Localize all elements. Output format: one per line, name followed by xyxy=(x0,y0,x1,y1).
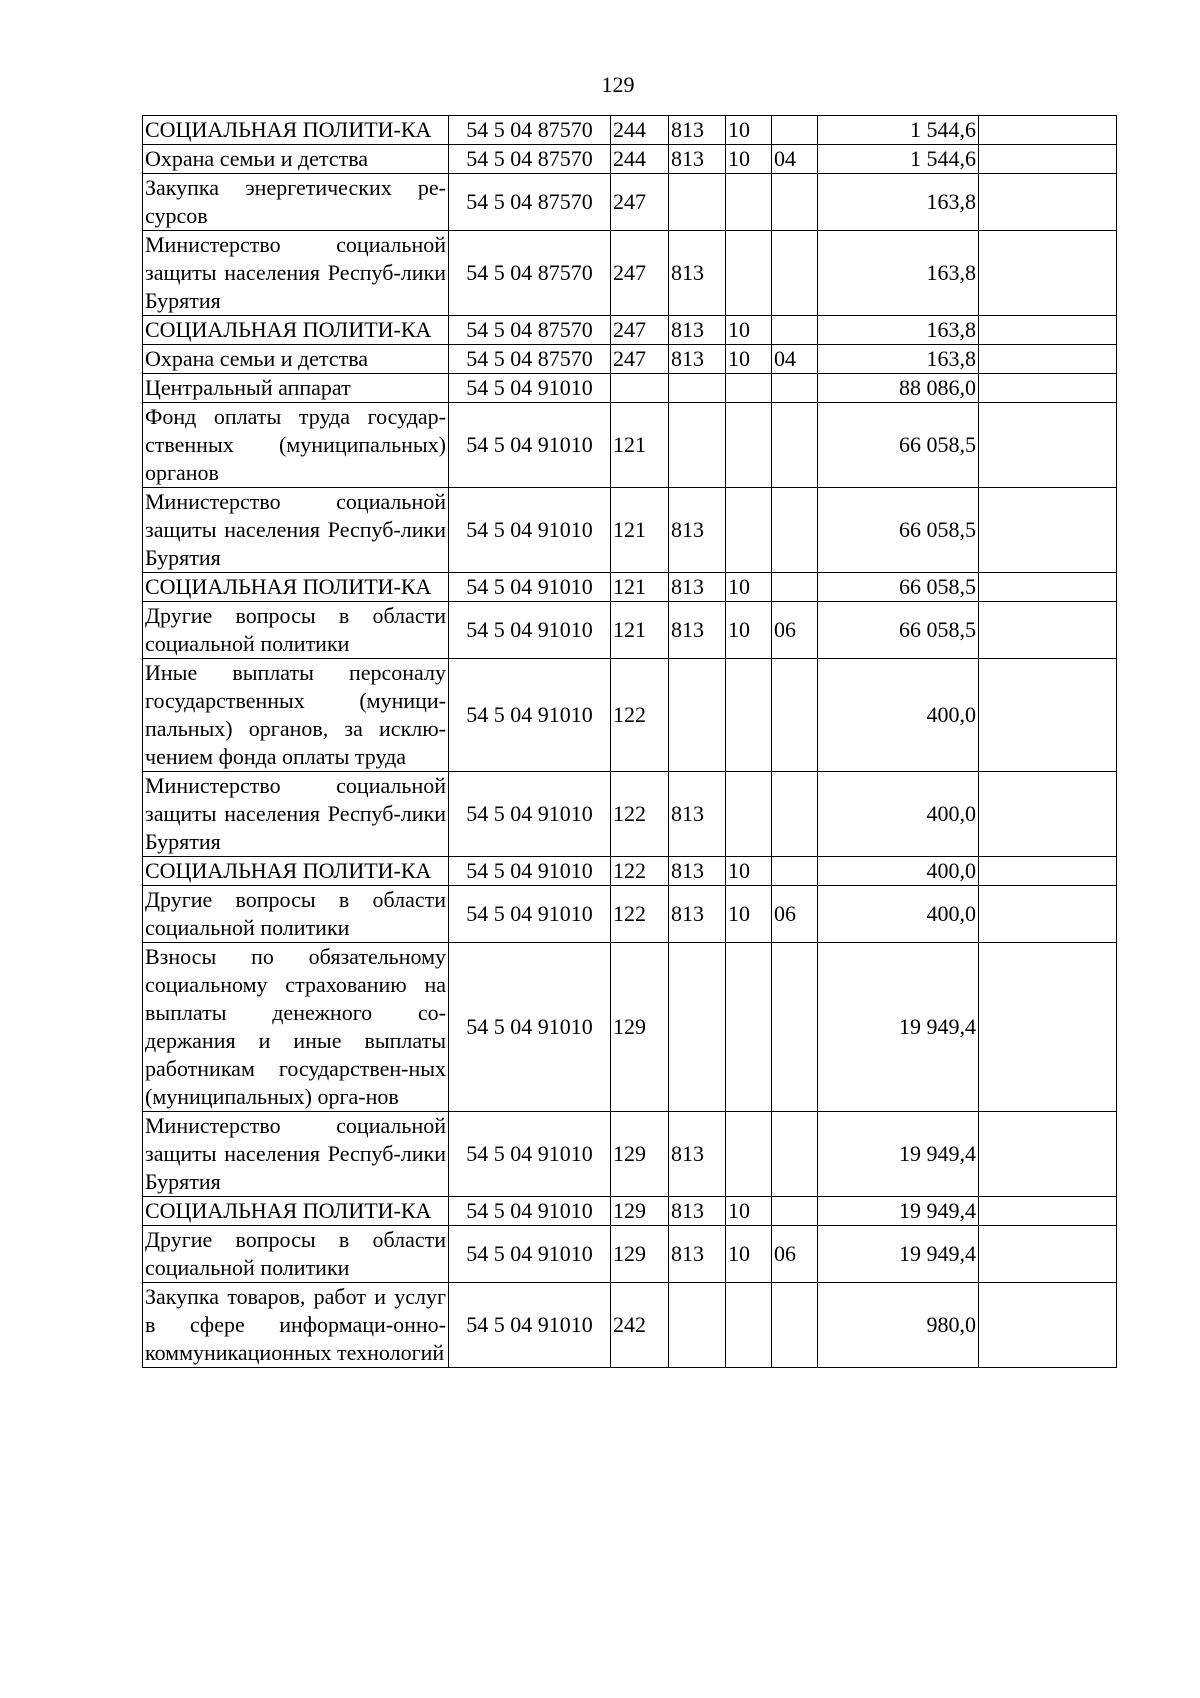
table-row xyxy=(143,1112,1117,1197)
section-cell: 10 xyxy=(726,602,772,659)
table-row xyxy=(143,1283,1117,1368)
table-row xyxy=(143,943,1117,1112)
target-article-cell: 54 5 04 91010 xyxy=(449,573,611,602)
target-article-cell: 54 5 04 87570 xyxy=(449,345,611,374)
subsection-cell: 06 xyxy=(772,602,818,659)
amount-cell: 400,0 xyxy=(818,659,979,772)
section-cell xyxy=(726,1112,772,1197)
extra-cell xyxy=(979,488,1117,573)
extra-cell xyxy=(979,1197,1117,1226)
subsection-cell: 06 xyxy=(772,886,818,943)
extra-cell xyxy=(979,602,1117,659)
section-cell: 10 xyxy=(726,145,772,174)
section-cell: 10 xyxy=(726,886,772,943)
target-article-cell: 54 5 04 87570 xyxy=(449,116,611,145)
table-row xyxy=(143,857,1117,886)
table-row xyxy=(143,1226,1117,1283)
target-article-cell: 54 5 04 91010 xyxy=(449,602,611,659)
table-body xyxy=(143,116,1117,1368)
subsection-cell xyxy=(772,174,818,231)
target-article-cell: 54 5 04 91010 xyxy=(449,403,611,488)
amount-cell: 66 058,5 xyxy=(818,488,979,573)
table-row xyxy=(143,772,1117,857)
extra-cell xyxy=(979,573,1117,602)
target-article-cell: 54 5 04 91010 xyxy=(449,374,611,403)
target-article-cell: 54 5 04 91010 xyxy=(449,488,611,573)
table-row xyxy=(143,345,1117,374)
expense-name-cell: Закупка товаров, работ и услуг в сфере информаци-онно-коммуникационных технологий xyxy=(143,1283,449,1368)
ministry-code-cell: 813 xyxy=(669,116,726,145)
subsection-cell xyxy=(772,943,818,1112)
amount-cell: 1 544,6 xyxy=(818,116,979,145)
expense-name-cell: Другие вопросы в области социальной политики xyxy=(143,602,449,659)
expense-type-cell: 121 xyxy=(611,488,669,573)
target-article-cell: 54 5 04 87570 xyxy=(449,231,611,316)
extra-cell xyxy=(979,403,1117,488)
expense-name-cell: Охрана семьи и детства xyxy=(143,145,449,174)
extra-cell xyxy=(979,145,1117,174)
amount-cell: 163,8 xyxy=(818,231,979,316)
subsection-cell xyxy=(772,403,818,488)
target-article-cell: 54 5 04 91010 xyxy=(449,1112,611,1197)
section-cell xyxy=(726,231,772,316)
section-cell: 10 xyxy=(726,116,772,145)
expense-name-cell: Министерство социальной защиты населения Респуб-лики Бурятия xyxy=(143,231,449,316)
ministry-code-cell: 813 xyxy=(669,1112,726,1197)
amount-cell: 980,0 xyxy=(818,1283,979,1368)
amount-cell: 163,8 xyxy=(818,174,979,231)
subsection-cell xyxy=(772,316,818,345)
expense-name-cell: Министерство социальной защиты населения Респуб-лики Бурятия xyxy=(143,1112,449,1197)
expense-name-cell: Министерство социальной защиты населения Респуб-лики Бурятия xyxy=(143,772,449,857)
amount-cell: 19 949,4 xyxy=(818,943,979,1112)
target-article-cell: 54 5 04 87570 xyxy=(449,316,611,345)
subsection-cell xyxy=(772,231,818,316)
ministry-code-cell xyxy=(669,403,726,488)
expense-type-cell: 242 xyxy=(611,1283,669,1368)
section-cell: 10 xyxy=(726,573,772,602)
amount-cell: 163,8 xyxy=(818,345,979,374)
ministry-code-cell: 813 xyxy=(669,602,726,659)
subsection-cell xyxy=(772,1197,818,1226)
section-cell: 10 xyxy=(726,345,772,374)
section-cell: 10 xyxy=(726,1226,772,1283)
ministry-code-cell: 813 xyxy=(669,1226,726,1283)
ministry-code-cell: 813 xyxy=(669,231,726,316)
amount-cell: 66 058,5 xyxy=(818,403,979,488)
table-row xyxy=(143,116,1117,145)
extra-cell xyxy=(979,174,1117,231)
table-row xyxy=(143,886,1117,943)
ministry-code-cell: 813 xyxy=(669,857,726,886)
section-cell xyxy=(726,943,772,1112)
subsection-cell xyxy=(772,1283,818,1368)
extra-cell xyxy=(979,345,1117,374)
ministry-code-cell xyxy=(669,659,726,772)
extra-cell xyxy=(979,374,1117,403)
expense-type-cell: 129 xyxy=(611,1226,669,1283)
expense-type-cell: 121 xyxy=(611,573,669,602)
section-cell xyxy=(726,374,772,403)
amount-cell: 19 949,4 xyxy=(818,1226,979,1283)
expense-name-cell: СОЦИАЛЬНАЯ ПОЛИТИ-КА xyxy=(143,1197,449,1226)
section-cell: 10 xyxy=(726,316,772,345)
ministry-code-cell xyxy=(669,374,726,403)
expense-name-cell: СОЦИАЛЬНАЯ ПОЛИТИ-КА xyxy=(143,116,449,145)
target-article-cell: 54 5 04 91010 xyxy=(449,772,611,857)
expense-name-cell: Другие вопросы в области социальной политики xyxy=(143,1226,449,1283)
subsection-cell xyxy=(772,488,818,573)
extra-cell xyxy=(979,857,1117,886)
table-row xyxy=(143,1197,1117,1226)
extra-cell xyxy=(979,316,1117,345)
section-cell xyxy=(726,174,772,231)
expense-name-cell: Фонд оплаты труда государ-ственных (муниципальных) органов xyxy=(143,403,449,488)
expense-type-cell: 247 xyxy=(611,174,669,231)
expense-type-cell xyxy=(611,374,669,403)
expense-type-cell: 122 xyxy=(611,659,669,772)
table-row xyxy=(143,316,1117,345)
expense-name-cell: Охрана семьи и детства xyxy=(143,345,449,374)
ministry-code-cell xyxy=(669,1283,726,1368)
expense-type-cell: 244 xyxy=(611,116,669,145)
table-row xyxy=(143,174,1117,231)
ministry-code-cell xyxy=(669,174,726,231)
extra-cell xyxy=(979,886,1117,943)
section-cell xyxy=(726,772,772,857)
target-article-cell: 54 5 04 91010 xyxy=(449,659,611,772)
amount-cell: 1 544,6 xyxy=(818,145,979,174)
subsection-cell xyxy=(772,772,818,857)
target-article-cell: 54 5 04 87570 xyxy=(449,145,611,174)
ministry-code-cell: 813 xyxy=(669,573,726,602)
amount-cell: 88 086,0 xyxy=(818,374,979,403)
table-row xyxy=(143,602,1117,659)
budget-table xyxy=(142,115,1117,1368)
expense-type-cell: 121 xyxy=(611,602,669,659)
target-article-cell: 54 5 04 91010 xyxy=(449,943,611,1112)
subsection-cell: 06 xyxy=(772,1226,818,1283)
expense-name-cell: Министерство социальной защиты населения Респуб-лики Бурятия xyxy=(143,488,449,573)
expense-name-cell: Центральный аппарат xyxy=(143,374,449,403)
target-article-cell: 54 5 04 91010 xyxy=(449,1226,611,1283)
subsection-cell xyxy=(772,573,818,602)
ministry-code-cell: 813 xyxy=(669,145,726,174)
expense-name-cell: Иные выплаты персоналу государственных (муници-пальных) органов, за исклю-чением фонда оплаты труда xyxy=(143,659,449,772)
extra-cell xyxy=(979,943,1117,1112)
expense-type-cell: 129 xyxy=(611,1112,669,1197)
table-row xyxy=(143,231,1117,316)
expense-type-cell: 129 xyxy=(611,943,669,1112)
expense-type-cell: 247 xyxy=(611,345,669,374)
amount-cell: 400,0 xyxy=(818,857,979,886)
table-row xyxy=(143,145,1117,174)
expense-name-cell: СОЦИАЛЬНАЯ ПОЛИТИ-КА xyxy=(143,316,449,345)
amount-cell: 400,0 xyxy=(818,772,979,857)
section-cell xyxy=(726,659,772,772)
section-cell xyxy=(726,488,772,573)
table-row xyxy=(143,403,1117,488)
ministry-code-cell: 813 xyxy=(669,316,726,345)
amount-cell: 400,0 xyxy=(818,886,979,943)
ministry-code-cell: 813 xyxy=(669,345,726,374)
expense-name-cell: Закупка энергетических ре-сурсов xyxy=(143,174,449,231)
amount-cell: 163,8 xyxy=(818,316,979,345)
expense-name-cell: Взносы по обязательному социальному страхованию на выплаты денежного со-держания и иные выплаты работникам государствен-ных (муниципальных) орга-нов xyxy=(143,943,449,1112)
extra-cell xyxy=(979,1112,1117,1197)
subsection-cell xyxy=(772,116,818,145)
ministry-code-cell: 813 xyxy=(669,1197,726,1226)
section-cell xyxy=(726,403,772,488)
amount-cell: 66 058,5 xyxy=(818,573,979,602)
section-cell: 10 xyxy=(726,857,772,886)
subsection-cell: 04 xyxy=(772,145,818,174)
ministry-code-cell: 813 xyxy=(669,772,726,857)
expense-name-cell: СОЦИАЛЬНАЯ ПОЛИТИ-КА xyxy=(143,857,449,886)
target-article-cell: 54 5 04 91010 xyxy=(449,886,611,943)
expense-name-cell: Другие вопросы в области социальной политики xyxy=(143,886,449,943)
ministry-code-cell: 813 xyxy=(669,886,726,943)
expense-type-cell: 121 xyxy=(611,403,669,488)
expense-type-cell: 247 xyxy=(611,231,669,316)
ministry-code-cell xyxy=(669,943,726,1112)
target-article-cell: 54 5 04 91010 xyxy=(449,857,611,886)
section-cell xyxy=(726,1283,772,1368)
table-row xyxy=(143,488,1117,573)
extra-cell xyxy=(979,231,1117,316)
ministry-code-cell: 813 xyxy=(669,488,726,573)
expense-type-cell: 122 xyxy=(611,857,669,886)
extra-cell xyxy=(979,1226,1117,1283)
subsection-cell xyxy=(772,857,818,886)
expense-name-cell: СОЦИАЛЬНАЯ ПОЛИТИ-КА xyxy=(143,573,449,602)
amount-cell: 19 949,4 xyxy=(818,1112,979,1197)
expense-type-cell: 247 xyxy=(611,316,669,345)
expense-type-cell: 244 xyxy=(611,145,669,174)
amount-cell: 19 949,4 xyxy=(818,1197,979,1226)
subsection-cell xyxy=(772,659,818,772)
target-article-cell: 54 5 04 91010 xyxy=(449,1283,611,1368)
section-cell: 10 xyxy=(726,1197,772,1226)
extra-cell xyxy=(979,1283,1117,1368)
table-row xyxy=(143,374,1117,403)
target-article-cell: 54 5 04 91010 xyxy=(449,1197,611,1226)
page-number: 129 xyxy=(601,72,635,97)
table-row xyxy=(143,573,1117,602)
amount-cell: 66 058,5 xyxy=(818,602,979,659)
expense-type-cell: 122 xyxy=(611,772,669,857)
extra-cell xyxy=(979,116,1117,145)
target-article-cell: 54 5 04 87570 xyxy=(449,174,611,231)
table-row xyxy=(143,659,1117,772)
subsection-cell: 04 xyxy=(772,345,818,374)
extra-cell xyxy=(979,772,1117,857)
subsection-cell xyxy=(772,374,818,403)
expense-type-cell: 129 xyxy=(611,1197,669,1226)
extra-cell xyxy=(979,659,1117,772)
expense-type-cell: 122 xyxy=(611,886,669,943)
subsection-cell xyxy=(772,1112,818,1197)
